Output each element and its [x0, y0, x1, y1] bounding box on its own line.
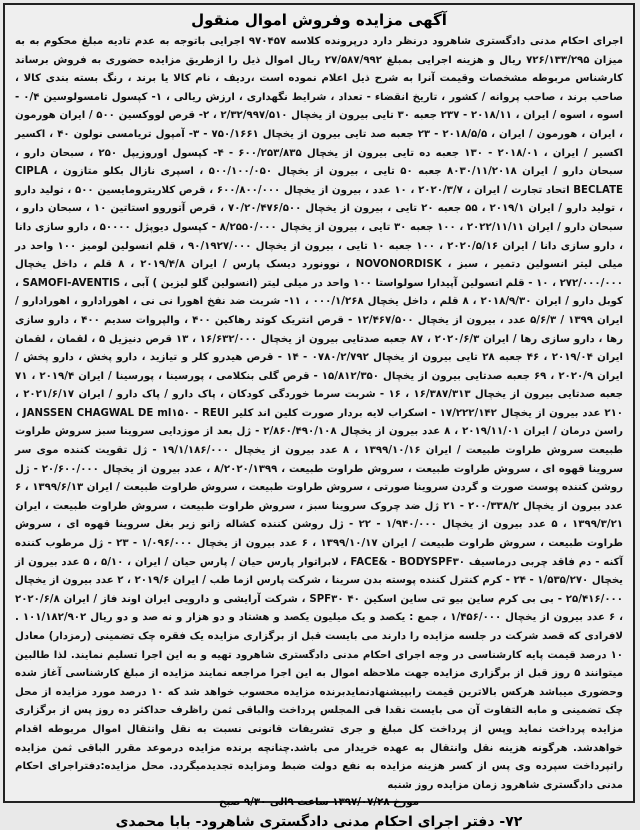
auction-date-line: مورخ ۱۳۹۷/۰۷/۲۸ ساعت ۹الی ۹/۳۰ صبح: [219, 797, 419, 809]
auction-notice: [3, 3, 635, 830]
notice-body: اجرای احکام مدنی دادگستری شاهرود درنظر دارد درپرونده کلاسه ۹۷۰۴۵۷ اجرایی باتوجه به عدم تادیه مبلغ محکوم به به میزان ۷۲۶/۱۳۳/۲۹۵ ریال و هزینه اجرایی بمبلغ ۲۷/۵۸۷/۹۹۲ ریال اموال ذیل را ازطریق مزایده حضوری به فروش برساند کارشناس مربوطه مشخصات وقیمت آنرا به شرح ذیل اعلام نموده است ،ردیف ، نام کالا یا برند ، رنگ بسته بندی کالا ، صاحب برند ، صاحب پروانه / کشور ، تاریخ انقضاء - تعداد ، شرایط نگهداری ، ارزش ریالی ، ۱- کپسول تامسولوسین ۰/۴ - اسوه ، اسوه / ایران ، ۲۰۱۸/۱۱ - ۲۳۷ جعبه ۳۰ تایی بیرون از یخچال ۲/۳۲/۹۹۷/۵۱۰ ، ۲- قرص لووکسین ۵۰۰ / ایران هورمون ، ایران ، هورمون / ایران ، ۲۰۱۸/۵/۵ - ۲۳ جعبه صد تایی بیرون از یخچال ۷۵۰/۱۶۶۱ - ۳- آمپول تریامسی نولون ۴۰ ، اکسیر اکسیر / ایران ، ۲۰۱۸/۰۱ - ۱۳۰ جعبه ده تایی بیرون از یخچال ۶۰۰/۲۵۳/۸۳۵ - ۴- کپسول اوروزیپل ۲۵۰ ، سبحان دارو ، سبحان دارو / ایران ۸۰۳۰/۱۱/۲۰۱۸ جعبه ۵۰ تایی ، بیرون از یخچال ۵۰۰/۱۰۰/۰۵۰ ، اسپری نازال بکلو متازون CIPLA ، BECLATE اتحاد تجارت / ایران ، ۲۰۲۰/۳/۷ ، ۱۰ عدد ، بیرون از یخچال ۶۰۰/۸۰۰/۰۰۰ ، قرص کلاریترومایسین ۵۰۰ ، تولید دارو ، تولید دارو / ایران ۲۰۱۹/۱ ، ۵۵ جعبه ۲۰ تایی ، بیرون از یخچال ۷۰/۲۰/۴۷۶/۵۰۰ ، قرص آتوروو استاتین ۱۰ ، سبحان دارو ، سبحان دارو / ایران ۲۰۲۲/۱۱/۱۱ ، ۱۰۰ جعبه ۳۰ تایی ، بیرون از یخچال ۸/۲۵۵۰/۰۰۰ - کپسول دیوپژل ۵۰۰۰۰ ، دارو سازی دانا ، دارو سازی دانا / ایران ۲۰۲۰/۵/۱۶ ، ۱۰۰ جعبه ۱۰ تایی ، بیرون از یخچال ۹۰/۱۹۲۷/۰۰۰ ، قلم انسولین لومیز ۱۰۰ واحد در میلی لیتر انسولین دتمیر ، سبز ، NOVONORDISK ، نوونورد دیسک پارس / ایران ۲۰۱۹/۴/۸ ، ۸ قلم ، داخل یخچال ۲۷۲/۰۰۰/۰۰۰ ، ۱۰ - قلم انسولین آپیدارا سولواستا ۱۰۰ واحد در میلی لیتر (انسولین گلو لیزین ) آبی ، SAMOFI-AVENTIS ، کوبل دارو / ایران ۲۰۱۸/۹/۳۰ ، ۸ قلم ، داخل یخچال ۰۰۰/۱/۲۶۸ ، ۱۱- شربت ضد نفخ اهورا نی نی ، اهورادارو ، اهورادارو / ایران ۱۳۹۹ / ۵/۶/۳ عدد ، بیرون از یخچال ۱۲/۴۶۷/۵۰۰ - قرص انتریک کوتد رهاکین ۴۰۰ ، والپروات سدیم ۴۰۰ ، دارو سازی رها ، دارو سازی رها / ایران ۲۰۲۰/۶/۳ ، ۸۷ جعبه صدتایی بیرون از یخچال ۱۶/۶۳۲/۰۰۰ ، ۱۳ قرص دنیزیل ۵ ، لقمان ، لقمان ایران ۲۰۱۹/۰۴ ، ۴۶ جعبه ۲۸ تایی بیرون از یخچال ۰۷۸۰/۲/۷۹۲ - ۱۴ - قرص هیدرو کلر و تیازید ، دارو پخش ، دارو پخش / ایران ۲۰۲۰/۹ ، ۶۹ جعبه صدتایی بیرون از یخچال ۱۵/۸۱۲/۳۵۰ - قرص گلی بنکلامی ، پورسینا ، پورسینا / ایران ۲۰۱۹/۴ ، ۷۱ جعبه صدتایی بیرون از یخچال ۱۶/۳۸۷/۳۱۳ ، ۱۶ - شربت سرما خوردگی کودکان ، پاک دارو / پاک دارو / ایران ۲۰۲۱/۶/۱۷ ، ۲۱۰ عدد بیرون از یخچال ۱۷/۲۲۲/۱۴۲ - اسکراب لایه بردار صورت کلین اند کلیر JANSSEN CHAGWAL DE ml۱۵۰ - REUI ، راسن درمان / ایران ۲۰۱۹/۱۱/۰۱ ، ۸ عدد بیرون از یخچال ۲/۸۶۰/۴۹۰/۱۰۸ - ژل بعد از موزدایی سروینا سبز سروش طراوت طبیعت سروش طراوت طبیعت / ایران ۱۳۹۹/۱۰/۱۶ ، ۸ عدد بیرون از یخچال ۱۹/۱/۱۸۶/۰۰۰ - ژل تقویت کننده موی سر سروینا قهوه ای ، سروش طراوت طبیعت ، سروش طراوت طبیعت ، ۸/۲۰۲۰/۱۳۹۹ ، عدد بیرون از یخچال ۲۰/۶۰۰/۰۰۰ - ژل روشن کننده پوست صورت و گردن سروینا صورتی ، سروش طراوت طبیعت ، سروش طراوت طبیعت / ایران ۱۳۹۹/۶/۱۳ ، ۶ عدد بیرون از یخچال ۲۰۰/۳۳۸/۲ - ۲۱ ژل ضد چروک سروینا سبز ، سروش طراوت طبیعت ، سروش طراوت طبیعت ، ایران ۱۳۹۹/۳/۲۱ ، ۵ عدد بیرون از یخچال ۱/۹۴۰/۰۰۰ - ۲۲ - ژل روشن کننده کشاله زانو زیر بغل سروینا قهوه ای ، سروش طراوت طبیعت ، سروش طراوت طبیعت / ایران ۱۳۹۹/۱۰/۱۷ ، ۶ عدد بیرون از یخچال ۱/۰۹۶/۰۰۰ - ۲۳ - ژل مرطوب کننده آکنه - دم فاقد چربی درماسیف FACE& - BODYSPF۳۰ ، لابراتوار پارس حیان / پارس حیان / ایران ، ۵/۱۰ ، ۵ عدد بیرون از یخچال ۱/۵۳۵/۲۷۰ - ۲۴ - کرم کنترل کننده پوسته بدن سرینا ، شرکت پارس ازما طب / ایران ۲۰۱۹/۶ ، ۲ عدد بیرون از یخچال ۲۵/۴۱۶/۰۰۰ - بی بی کرم ساین بیو تی ساین اسکین SPF۳۰ ۴۰ ، شرکت آرایشی و دارویی ایران اوند فاز / ایران ۲۰۲۰/۶/۸ ، ۶ عدد بیرون از یخچال ۱/۴۵۶/۰۰۰ ، جمع : یکصد و یک میلیون یکصد و هشتاد و دو هزار و نه صد و دو ریال ۱۰۱/۱۸۲/۹۰۲ . لافرادی که قصد شرکت در جلسه مزایده را دارند می بایست قبل از برگزاری مزایده یک فقره چک تضمینی (رمزدار) معادل ۱۰ درصد قیمت پایه کارشناسی در وجه اجرای احکام مدنی دادگستری شاهرود تهیه و به این اجرا تسلیم نمایند. لذا طالبین میتوانند ۵ روز قبل از برگزاری مزایده جهت ملاحظه اموال به این اجرا مراجعه نمایند مزایده از مبلغ کارشناسی آغاز شده وحضوری میباشد هرکس بالاترین قیمت رابپیشنهادنمایدبرنده مزایده محسوب خواهد شد که ۱۰ درصد مورد مزایده از محل چک تضمینی و مابه التفاوت آن می بایست نقدا فی المجلس پرداخت والباقی ثمن راظرف حداکثر ده روز پس از برگزاری مزایده پرداخت نماید وپس از پرداخت کل مبلغ و جری تشریفات قانونی نسبت به نقل وانتقال اموال مربوطه اقدام خواهدشد. هرگونه هزینه نقل وانتقال به عهده خریدار می باشد.چنانچه برنده مزایده درموعد مقرر الباقی ثمن مزایده راتپرداخت سپرده وی پس از کسر هزینه مزایده به نفع دولت ضبط ومزایده تجدیدمیگردد. محل مزایده:دفتراجرای احکام مدنی دادگستری شاهرود زمان مزایده روز شنبه: [15, 36, 624, 791]
notice-signature: ۷۲- دفتر اجرای احکام مدنی دادگستری شاهرود- بابا محمدی: [115, 814, 523, 830]
notice-title: آگهی مزایده وفروش اموال منقول: [191, 11, 447, 29]
